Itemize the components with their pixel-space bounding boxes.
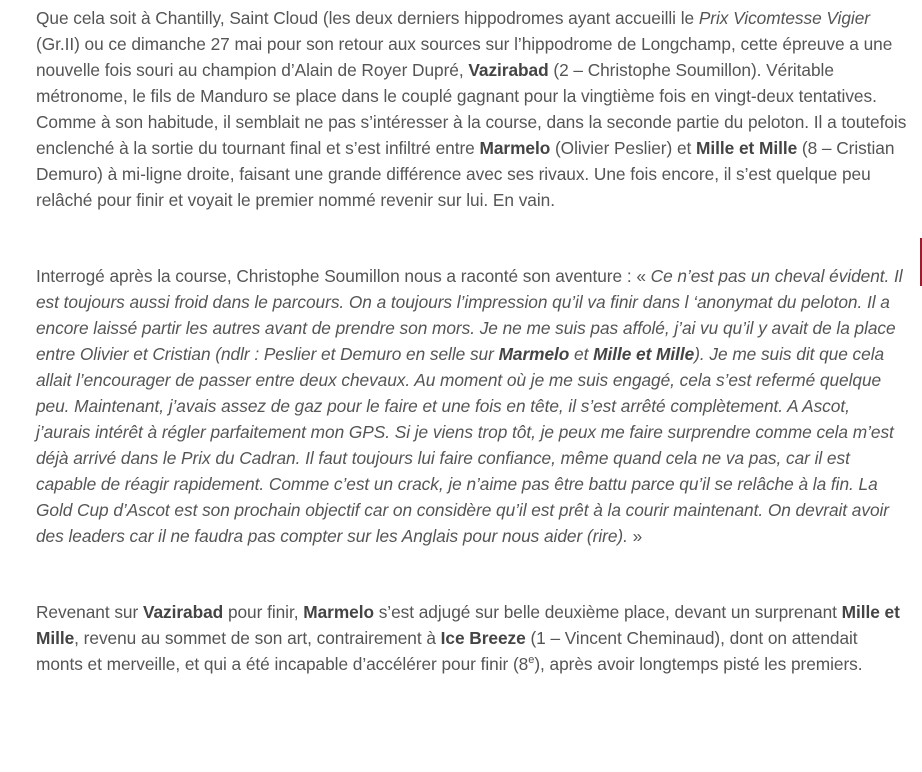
italic-run: ). Je me suis dit que cela allait l’encourager de passer entre deux chevaux. Au moment où je me suis engagé, cela s’est refermé quelque peu. Maintenant, j’avais assez de gaz pour le faire et une fois en tête, il s’est arrêté complètement. A Ascot, j’aurais intérêt à régler parfaitement mon GPS. Si je viens trop tôt, je peux me faire surprendre comme cela m’est déjà arrivé dans le Prix du Cadran. Il faut toujours lui faire confiance, même quand cela ne va pas, car il est capable de réagir rapidement. Comme c’est un crack, je n’aime pas être battu parce qu’il se relâche à la fin. La Gold Cup d’Ascot est son prochain objectif car on considère qu’il est prêt à la courir maintenant. On devrait avoir des leaders car il ne faudra pas compter sur les Anglais pour nous aider (rire). xyxy=(36,344,894,546)
text-run: Que cela soit à Chantilly, Saint Cloud (les deux derniers hippodromes ayant accueilli le xyxy=(36,8,699,28)
text-run: (Gr.II) ou ce dimanche 27 mai pour son retour aux sources sur l’hippodrome de Longchamp, cette épreuve a une nouvelle fois souri au champion d’Alain de Royer Dupré, xyxy=(36,34,893,80)
text-run: , revenu au sommet de son art, contrairement à xyxy=(74,628,441,648)
bold-run: Vazirabad xyxy=(468,60,549,80)
text-run: Revenant sur xyxy=(36,602,143,622)
superscript-run: e xyxy=(528,654,535,667)
paragraph-race-summary xyxy=(36,5,908,213)
bold-run: Marmelo xyxy=(303,602,374,622)
italic-run: Prix Vicomtesse Vigier xyxy=(698,8,870,28)
bold-run: Mille et Mille xyxy=(696,138,798,158)
text-run: (8 – Cristian Demuro) à mi-ligne droite, faisant une grande différence avec ses rivaux. Une fois encore, il s’est quelque peu relâché pour finir et voyait le premier nommé revenir sur lui. En vain. xyxy=(36,138,895,210)
bold-run: Ice Breeze xyxy=(440,628,526,648)
bold-run: Vazirabad xyxy=(142,602,224,622)
bold-run: Mille et Mille xyxy=(36,602,900,648)
text-run: (1 – Vincent Cheminaud), dont on attendait monts et merveille, et qui a été incapable d’accélérer pour finir (8 xyxy=(36,628,858,674)
text-run: (2 – Christophe Soumillon). Véritable métronome, le fils de Manduro se place dans le couplé gagnant pour la vingtième fois en vingt-deux tentatives. Comme à son habitude, il semblait ne pas s’intéresser à la course, dans la seconde partie du peloton. Il a toutefois enclenché à la sortie du tournant final et s’est infiltré entre xyxy=(36,60,907,158)
bold-run: Marmelo xyxy=(479,138,551,158)
article-body xyxy=(36,5,908,677)
italic-run: et xyxy=(569,344,594,364)
text-run: s’est adjugé sur belle deuxième place, devant un surprenant xyxy=(373,602,842,622)
paragraph-runners-up xyxy=(36,599,908,677)
text-run: pour finir, xyxy=(223,602,304,622)
bold-run: Mille et Mille xyxy=(593,344,695,364)
text-run: » xyxy=(627,526,643,546)
bold-run: Marmelo xyxy=(498,344,570,364)
text-run: ), après avoir longtemps pisté les premiers. xyxy=(534,654,863,674)
text-run: Interrogé après la course, Christophe Soumillon nous a raconté son aventure : « xyxy=(36,266,651,286)
italic-run: Ce n’est pas un cheval évident. Il est toujours aussi froid dans le parcours. On a toujours l’impression qu’il va finir dans l ‘anonymat du peloton. Il a encore laissé partir les autres avant de prendre son mors. Je ne me suis pas affolé, j’ai vu qu’il y avait de la place entre Olivier et Cristian (ndlr : Peslier et Demuro en selle sur xyxy=(36,266,903,364)
paragraph-jockey-quote xyxy=(36,263,908,549)
text-run: (Olivier Peslier) et xyxy=(550,138,697,158)
